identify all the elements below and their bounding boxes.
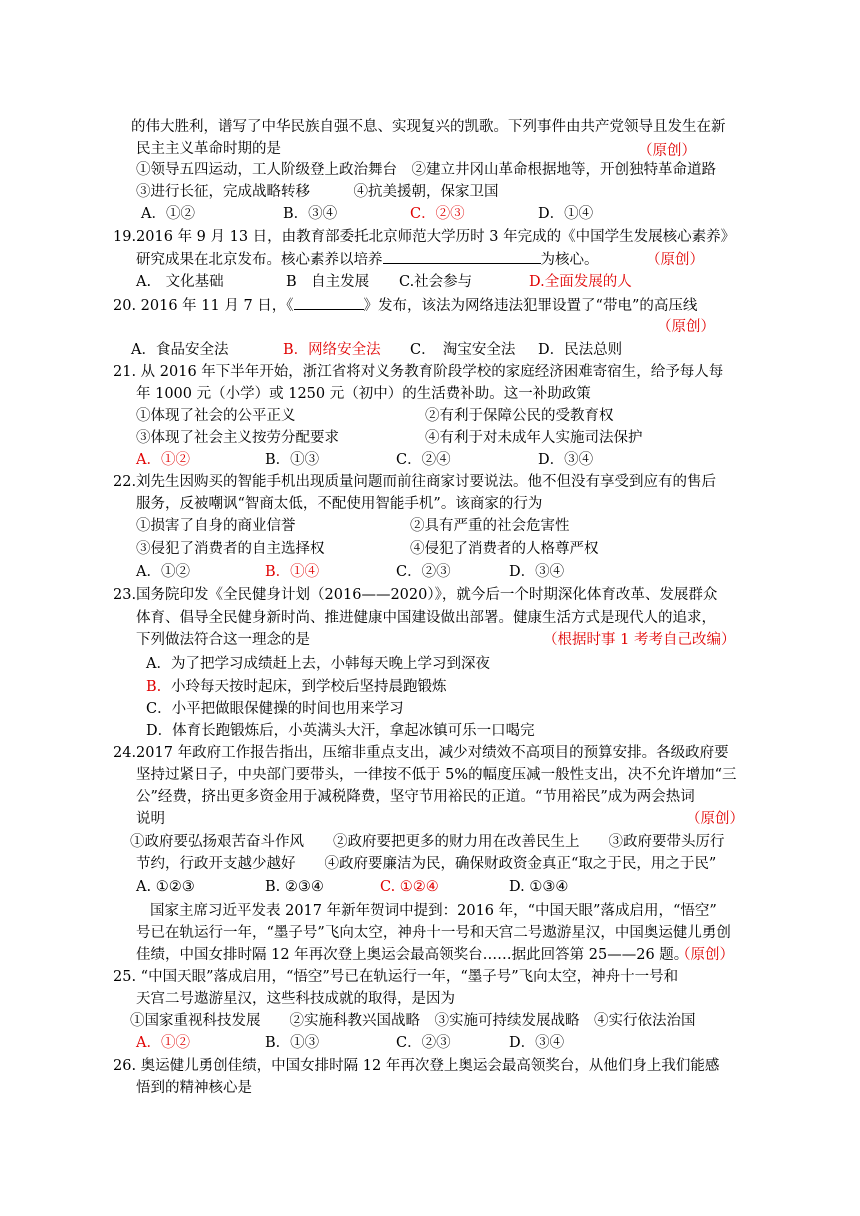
source-tag: （原创） [676, 947, 734, 963]
q21-option-b: B．①③ [265, 452, 320, 468]
q23-option-c: C．小平把做眼保健操的时间也用来学习 [146, 701, 404, 717]
q19-stem-tail: 为核心。 [540, 252, 599, 268]
q22-stem-line: 服务，反被嘲讽“智商太低，不配使用智能手机”。该商家的行为 [136, 496, 543, 512]
q21-option-a: A．①② [136, 452, 190, 468]
q21-item: ③体现了社会主义按劳分配要求 [136, 430, 339, 446]
q24-stem-line: 公”经费，挤出更多资金用于减税降费，坚守节用裕民的正道。“节用裕民”成为两会热词 [136, 789, 695, 805]
q22-option-a: A．①② [136, 564, 190, 580]
q24-item: ①政府要弘扬艰苦奋斗作风 ②政府要把更多的财力用在改善民生上 ③政府要带头厉行 [130, 834, 725, 850]
q18-stem-line: 民主主义革命时期的是 [136, 141, 281, 157]
answer-blank [294, 295, 364, 310]
source-tag: （原创） [686, 811, 744, 827]
q23-stem-line: 体育、倡导全民健身新时尚、推进健康中国建设做出部署。健康生活方式是现代人的追求， [136, 610, 716, 626]
q24-option-c: C. ①②④ [380, 879, 439, 895]
q26-stem-line: 悟到的精神核心是 [136, 1080, 252, 1096]
q18-stem-line: 的伟大胜利，谱写了中华民族自强不息、实现复兴的凯歌。下列事件由共产党领导且发生在新 [131, 119, 726, 135]
q24-stem-line: 24.2017 年政府工作报告指出，压缩非重点支出，减少对绩效不高项目的预算安排。各级政府要 [113, 745, 729, 761]
q19-option-a: A. 文化基础 [136, 274, 224, 290]
q20-option-b: B．网络安全法 [283, 342, 381, 358]
material-line: 国家主席习近平发表 2017 年新年贺词中提到：2016 年，“中国天眼”落成启用，“悟空” [150, 903, 717, 919]
q23-option-b-text: 小玲每天按时起床，到学校后坚持晨跑锻炼 [171, 679, 447, 695]
q19-option-d: D.全面发展的人 [529, 274, 632, 290]
q19-option-c: C.社会参与 [399, 274, 473, 290]
q18-option-b: B．③④ [283, 206, 338, 222]
q25-option-a: A．①② [136, 1035, 190, 1051]
q24-stem-line: 说明 [136, 811, 165, 827]
q23-option-b-letter: B. [146, 679, 162, 695]
q21-item: ①体现了社会的公平正义 [136, 408, 296, 424]
q21-option-c: C．②④ [396, 452, 451, 468]
q22-item: ③侵犯了消费者的自主选择权 [136, 541, 325, 557]
q19-stem-text: 研究成果在北京发布。核心素养以培养 [136, 252, 383, 268]
q18-item: ①领导五四运动，工人阶级登上政治舞台 ②建立井冈山革命根据地等，开创独特革命道路 [136, 162, 716, 178]
answer-blank [383, 249, 541, 264]
q18-option-d: D．①④ [538, 206, 594, 222]
q18-option-c: C．②③ [410, 206, 465, 222]
q19-option-b: B 自主发展 [286, 274, 370, 290]
q18-option-a: A．①② [141, 206, 195, 222]
q19-stem-line [136, 249, 599, 270]
q22-item: ④侵犯了消费者的人格尊严权 [410, 541, 599, 557]
q19-stem-line: 19.2016 年 9 月 13 日，由教育部委托北京师范大学历时 3 年完成的《中国学生发展核心素养》 [113, 229, 736, 245]
q21-stem-line: 年 1000 元（小学）或 1250 元（初中）的生活费补助。这一补助政策 [136, 386, 591, 402]
q18-item: ③进行长征，完成战略转移 ④抗美援朝，保家卫国 [136, 184, 499, 200]
q20-stem-text: 《 [286, 298, 294, 314]
q25-option-c: C．②③ [396, 1035, 451, 1051]
q24-stem-line: 坚持过紧日子，中央部门要带头，一律按不低于 5%的幅度压减一般性支出，决不允许增加“三 [136, 767, 737, 783]
q20-option-a: A．食品安全法 [131, 342, 229, 358]
q26-stem-line: 26. 奥运健儿勇创佳绩，中国女排时隔 12 年再次登上奥运会最高领奖台，从他们身上我们能感 [113, 1058, 720, 1074]
q22-option-b: B．①④ [265, 564, 320, 580]
source-tag: （原创） [646, 252, 704, 268]
q21-item: ②有利于保障公民的受教育权 [425, 408, 614, 424]
q20-stem-text: 20. 2016 年 11 月 7 日， [113, 298, 287, 314]
q20-stem-line [113, 295, 697, 316]
q23-option-a: A．为了把学习成绩赶上去，小韩每天晚上学习到深夜 [146, 656, 490, 672]
q24-option-a: A. ①②③ [136, 879, 195, 895]
q23-stem-line: 下列做法符合这一理念的是 [136, 632, 310, 648]
material-line: 佳绩，中国女排时隔 12 年再次登上奥运会最高领奖台……据此回答第 25——26 题。 [136, 947, 689, 963]
q20-stem-text: 》发布，该法为网络违法犯罪设置了“带电”的高压线 [363, 298, 698, 314]
q24-item: 节约，行政开支越少越好 ④政府要廉洁为民，确保财政资金真正“取之于民，用之于民” [136, 856, 717, 872]
q21-stem-line: 21. 从 2016 年下半年开始，浙江省将对义务教育阶段学校的家庭经济困难寄宿生，给予每人每 [113, 364, 724, 380]
material-line: 号已在轨运行一年，“墨子号”飞向太空，神舟十一号和天宫二号遨游星汉，中国奥运健儿勇创 [136, 925, 731, 941]
q22-option-c: C．②③ [396, 564, 451, 580]
q22-item: ②具有严重的社会危害性 [410, 518, 570, 534]
source-tag: （原创） [657, 319, 715, 335]
q24-option-d: D. ①③④ [509, 879, 569, 895]
q22-stem-line: 22.刘先生因购买的智能手机出现质量问题而前往商家讨要说法。他不但没有享受到应有的售后 [113, 474, 717, 490]
q23-option-d: D．体育长跑锻炼后，小英满头大汗，拿起冰镇可乐一口喝完 [146, 723, 535, 739]
q20-option-c: C． 淘宝安全法 [410, 342, 516, 358]
source-tag: （原创） [638, 143, 696, 159]
q23-stem-line: 23.国务院印发《全民健身计划（2016——2020）》，就今后一个时期深化体育改革、发展群众 [113, 587, 718, 603]
q21-option-d: D．③④ [538, 452, 594, 468]
q25-stem-line: 25. “中国天眼”落成启用，“悟空”号已在轨运行一年，“墨子号”飞向太空，神舟十一号和 [113, 969, 679, 985]
q25-option-d: D．③④ [509, 1035, 565, 1051]
q20-option-d: D．民法总则 [538, 342, 623, 358]
q22-item: ①损害了自身的商业信誉 [136, 518, 296, 534]
q21-item: ④有利于对未成年人实施司法保护 [425, 430, 643, 446]
source-tag: （根据时事 1 考考自己改编） [543, 632, 736, 648]
q25-item: ①国家重视科技发展 ②实施科教兴国战略 ③实施可持续发展战略 ④实行依法治国 [130, 1013, 696, 1029]
q24-option-b: B. ②③④ [265, 879, 324, 895]
q25-option-b: B．①③ [265, 1035, 320, 1051]
q22-option-d: D．③④ [509, 564, 565, 580]
q25-stem-line: 天宫二号遨游星汉，这些科技成就的取得，是因为 [136, 991, 455, 1007]
